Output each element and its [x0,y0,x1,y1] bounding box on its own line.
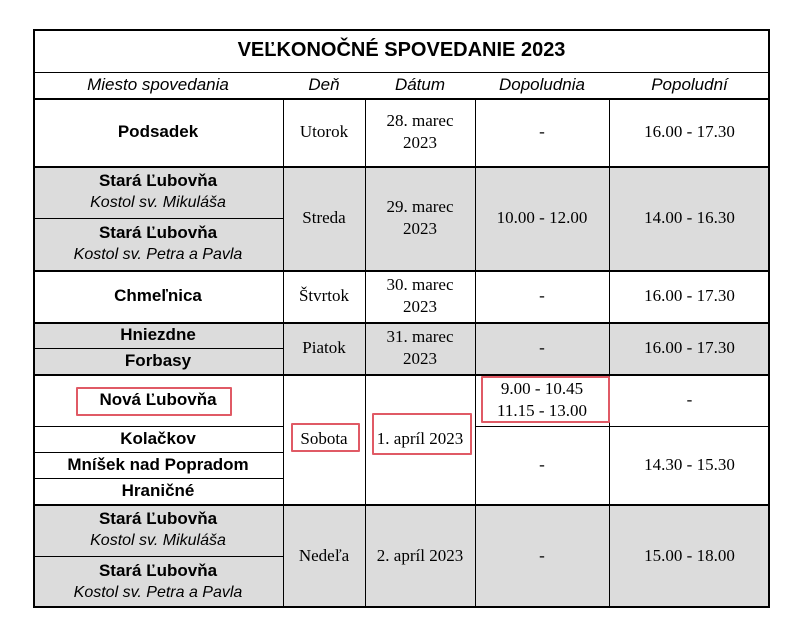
table-border-right [768,29,770,608]
afternoon-friday: 16.00 - 17.30 [644,338,735,357]
highlight-nova-lubovna [76,387,232,416]
place-name: Stará Ľubovňa [98,223,218,242]
afternoon-chmelnica: 16.00 - 17.30 [644,286,735,305]
highlight-morning-times [481,376,610,423]
vline-place [283,98,284,608]
confession-schedule-table [33,29,770,608]
vline-morning [609,98,610,608]
date-apr-2: 2. apríl 2023 [376,546,464,565]
morning-wednesday: 10.00 - 12.00 [496,208,588,227]
place-hniezdne: Hniezdne [120,325,196,344]
place-nova-lubovna: Nová Ľubovňa [99,390,217,409]
place-podsadek: Podsadek [117,122,199,141]
hline-fri-split [33,348,283,349]
afternoon-saturday-rest: 14.30 - 15.30 [644,455,735,474]
date-line: 30. marec [386,275,454,294]
date-mar-29 [365,166,475,270]
place-sunday-stara-lubovna-peter-paul [33,556,283,608]
hline-sat-times [475,426,770,427]
afternoon-sunday: 15.00 - 18.00 [644,546,735,565]
hline-sat-split2 [33,452,283,453]
date-line: 2023 [403,219,437,238]
vline-day [365,98,366,608]
hline-sat-split3 [33,478,283,479]
hline-thursday [33,322,770,324]
morning-podsadek: - [539,122,545,141]
place-hranicne: Hraničné [121,481,195,500]
time-line: 9.00 - 10.45 [500,379,584,398]
place-stara-lubovna-peter-paul [33,218,283,270]
date-mar-28 [365,98,475,166]
afternoon-nova-lubovna: - [686,390,693,409]
header-afternoon: Popoludní [651,75,728,94]
place-kolackov: Kolačkov [120,429,196,448]
header-place: Miesto spovedania [87,75,229,94]
header-day: Deň [308,75,340,94]
hline-sat-split1 [33,426,283,427]
place-misek-nad-popradom: Mníšek nad Popradom [67,455,249,474]
vline-date [475,98,476,608]
place-name: Stará Ľubovňa [98,509,218,528]
hline-header [33,98,770,100]
date-apr-1: 1. apríl 2023 [376,429,464,448]
date-mar-31 [365,322,475,374]
church-name: Kostol sv. Petra a Pavla [73,246,243,263]
church-name: Kostol sv. Mikuláša [90,194,226,211]
day-saturday: Sobota [300,429,348,448]
table-border-left [33,29,35,608]
day-tuesday: Utorok [299,122,349,141]
table-title: VEĽKONOČNÉ SPOVEDANIE 2023 [237,39,566,61]
date-line: 28. marec [386,111,454,130]
time-line: 11.15 - 13.00 [496,401,588,420]
date-line: 2023 [403,297,437,316]
date-line: 29. marec [386,197,454,216]
hline-sun-split [33,556,283,557]
place-name: Stará Ľubovňa [98,171,218,190]
place-chmelnica: Chmeľnica [114,286,202,305]
date-line: 2023 [403,133,437,152]
church-name: Kostol sv. Mikuláša [90,532,226,549]
day-friday: Piatok [302,338,346,357]
header-date: Dátum [394,75,446,94]
morning-chmelnica: - [539,286,545,305]
table-border-top [33,29,770,31]
morning-saturday-rest: - [539,455,545,474]
hline-wednesday [33,270,770,272]
date-line: 31. marec [386,327,454,346]
day-thursday: Štvrtok [298,286,350,305]
hline-saturday [33,504,770,506]
afternoon-podsadek: 16.00 - 17.30 [644,122,735,141]
morning-sunday: - [539,546,545,565]
day-sunday: Nedeľa [298,546,350,565]
date-mar-30 [365,270,475,322]
highlight-sobota [291,423,360,452]
place-name: Stará Ľubovňa [98,561,218,580]
church-name: Kostol sv. Petra a Pavla [73,584,243,601]
hline-wed-split [33,218,283,219]
place-sunday-stara-lubovna-mikulas [33,504,283,556]
hline-podsadek [33,166,770,168]
highlight-date-apr-1 [372,413,472,455]
date-line: 2023 [403,349,437,368]
day-wednesday: Streda [302,208,346,227]
hline-title [33,72,770,73]
table-border-bottom [33,606,770,608]
place-stara-lubovna-mikulas [33,166,283,218]
hline-friday [33,374,770,376]
header-morning: Dopoludnia [498,75,585,94]
morning-friday: - [539,338,545,357]
afternoon-wednesday: 14.00 - 16.30 [644,208,735,227]
place-forbasy: Forbasy [124,351,192,370]
